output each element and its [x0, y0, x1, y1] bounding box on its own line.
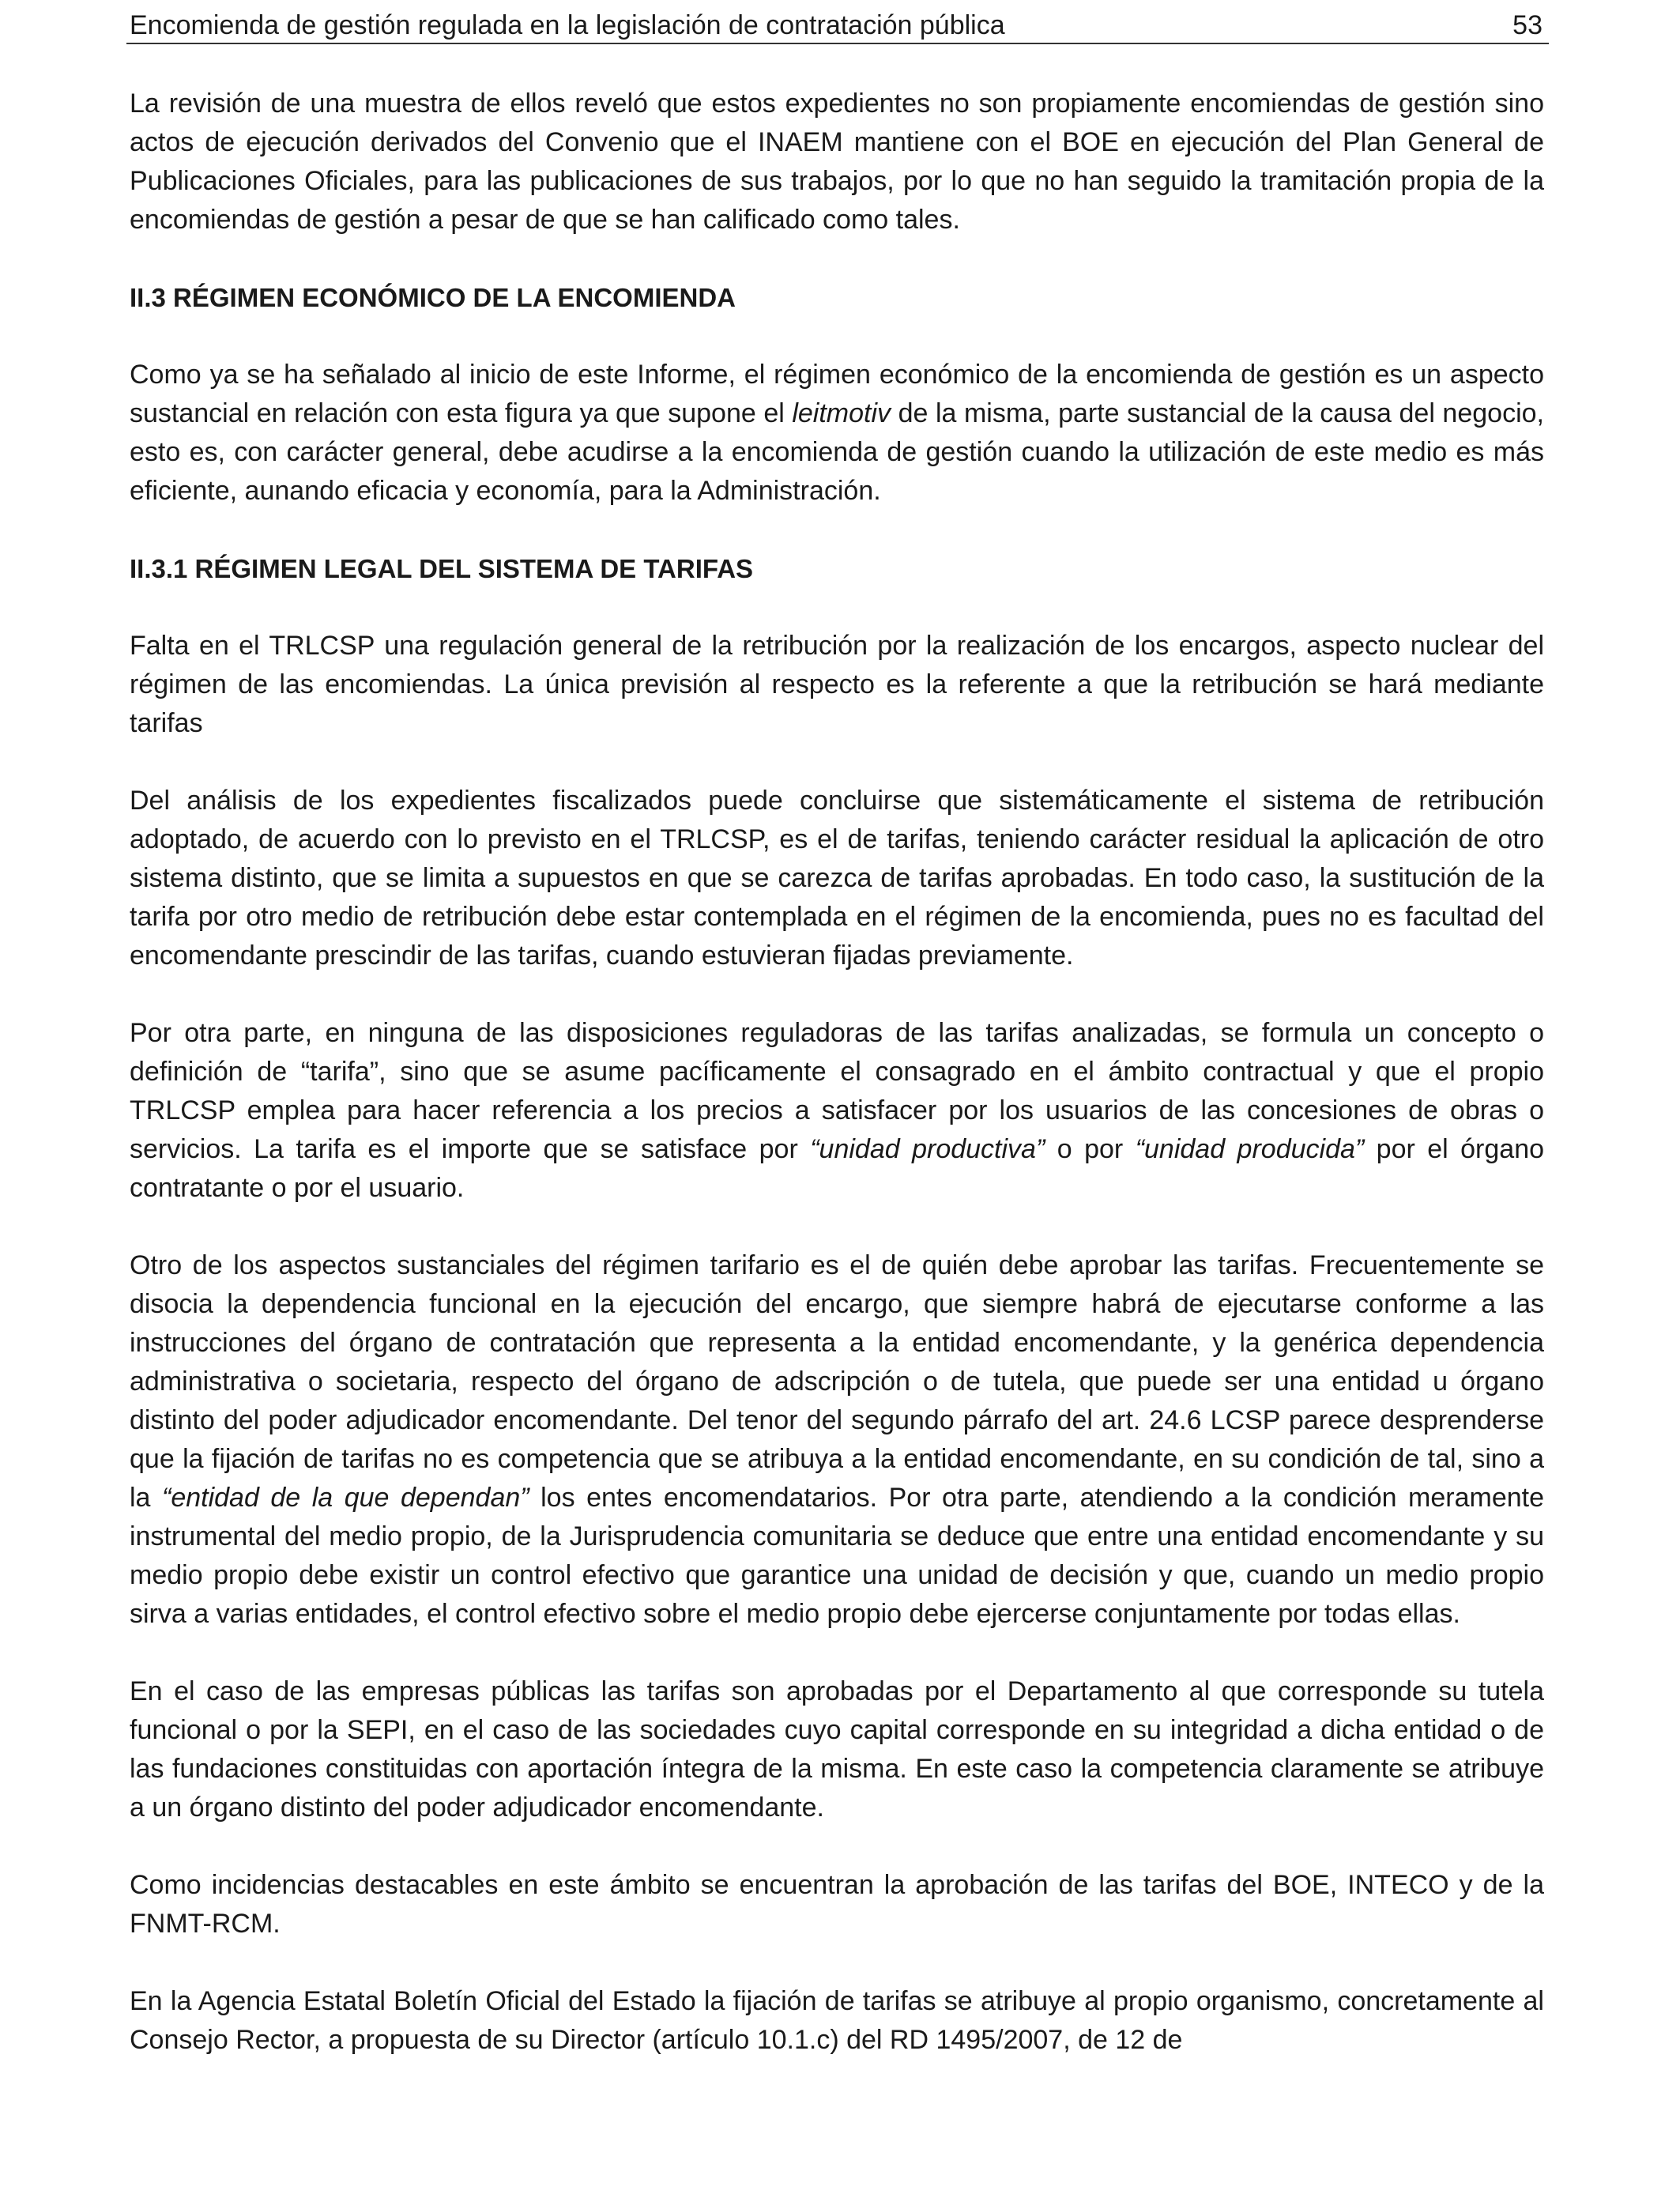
paragraph-3: Falta en el TRLCSP una regulación general de la retribución por la realización de los encargos, aspecto nuclear del régimen de las encomiendas. La única previsión al respecto es la referente a que la retribución se hará mediante tarifas: [130, 631, 1544, 738]
section-heading-2-3: II.3 RÉGIMEN ECONÓMICO DE LA ENCOMIENDA: [130, 283, 736, 312]
paragraph-8: Como incidencias destacables en este ámbito se encuentran la aprobación de las tarifas del BOE, INTECO y de la FNMT-RCM.: [130, 1870, 1544, 1939]
page-number: 53: [1512, 10, 1543, 40]
unidad-productiva-italic: “unidad productiva”: [810, 1134, 1045, 1164]
paragraph-5: Por otra parte, en ninguna de las disposiciones reguladoras de las tarifas analizadas, se formula un concepto o definición de “tarifa”, sino que se asume pacíficamente el consagrado en el ámbito contractual y que el propio TRLCSP emplea para hacer referencia a los precios a satisfacer por los usuarios de las concesiones de obras o servicios. La tarifa es el importe que se satisface por “unidad productiva” o por “unidad producida” por el órgano contratante o por el usuario.: [130, 1018, 1545, 1203]
unidad-producida-italic: “unidad producida”: [1135, 1134, 1365, 1164]
paragraph-7: En el caso de las empresas públicas las tarifas son aprobadas por el Departamento al que corresponde su tutela funcional o por la SEPI, en el caso de las sociedades cuyo capital corresponde en su integridad a dicha entidad o de las fundaciones constituidas con aportación íntegra de la misma. En este caso la competencia claramente se atribuye a un órgano distinto del poder adjudicador encomendante.: [130, 1676, 1544, 1823]
document-body: [130, 85, 1544, 2060]
paragraph-6: Otro de los aspectos sustanciales del régimen tarifario es el de quién debe aprobar las tarifas. Frecuentemente se disocia la dependencia funcional en la ejecución del encargo, que siempre habrá de ejecutarse conforme a las instrucciones del órgano de contratación que representa a la entidad encomendante, y la genérica dependencia administrativa o societaria, respecto del órgano de adscripción o de tutela, que puede ser una entidad u órgano distinto del poder adjudicador encomendante. Del tenor del segundo párrafo del art. 24.6 LCSP parece desprenderse que la fijación de tarifas no es competencia que se atribuya a la entidad encomendante, en su condición de tal, sino a la “entidad de la que dependan” los entes encomendatarios. Por otra parte, atendiendo a la condición meramente instrumental del medio propio, de la Jurisprudencia comunitaria se deduce que entre una entidad encomendante y su medio propio debe existir un control efectivo que garantice una unidad de decisión y que, cuando un medio propio sirva a varias entidades, el control efectivo sobre el medio propio debe ejercerse conjuntamente por todas ellas.: [130, 1250, 1545, 1629]
page-header: [126, 8, 1549, 44]
paragraph-1: La revisión de una muestra de ellos reveló que estos expedientes no son propiamente encomiendas de gestión sino actos de ejecución derivados del Convenio que el INAEM mantiene con el BOE en ejecución del Plan General de Publicaciones Oficiales, para las publicaciones de sus trabajos, por lo que no han seguido la tramitación propia de la encomiendas de gestión a pesar de que se han calificado como tales.: [130, 89, 1544, 235]
paragraph-2: Como ya se ha señalado al inicio de este Informe, el régimen económico de la encomienda de gestión es un aspecto sustancial en relación con esta figura ya que supone el leitmotiv de la misma, parte sustancial de la causa del negocio, esto es, con carácter general, debe acudirse a la encomienda de gestión cuando la utilización de este medio es más eficiente, aunando eficacia y economía, para la Administración.: [130, 360, 1544, 506]
leitmotiv-italic: leitmotiv: [792, 398, 891, 428]
entidad-dependan-italic: “entidad de la que dependan”: [162, 1483, 529, 1513]
section-heading-2-3-1: II.3.1 RÉGIMEN LEGAL DEL SISTEMA DE TARIFAS: [130, 554, 754, 583]
header-title: Encomienda de gestión regulada en la legislación de contratación pública: [130, 10, 1005, 40]
paragraph-4: Del análisis de los expedientes fiscalizados puede concluirse que sistemáticamente el sistema de retribución adoptado, de acuerdo con lo previsto en el TRLCSP, es el de tarifas, teniendo carácter residual la aplicación de otro sistema distinto, que se limita a supuestos en que se carezca de tarifas aprobadas. En todo caso, la sustitución de la tarifa por otro medio de retribución debe estar contemplada en el régimen de la encomienda, pues no es facultad del encomendante prescindir de las tarifas, cuando estuvieran fijadas previamente.: [130, 786, 1544, 971]
paragraph-9: En la Agencia Estatal Boletín Oficial del Estado la fijación de tarifas se atribuye al propio organismo, concretamente al Consejo Rector, a propuesta de su Director (artículo 10.1.c) del RD 1495/2007, de 12 de: [130, 1986, 1544, 2055]
